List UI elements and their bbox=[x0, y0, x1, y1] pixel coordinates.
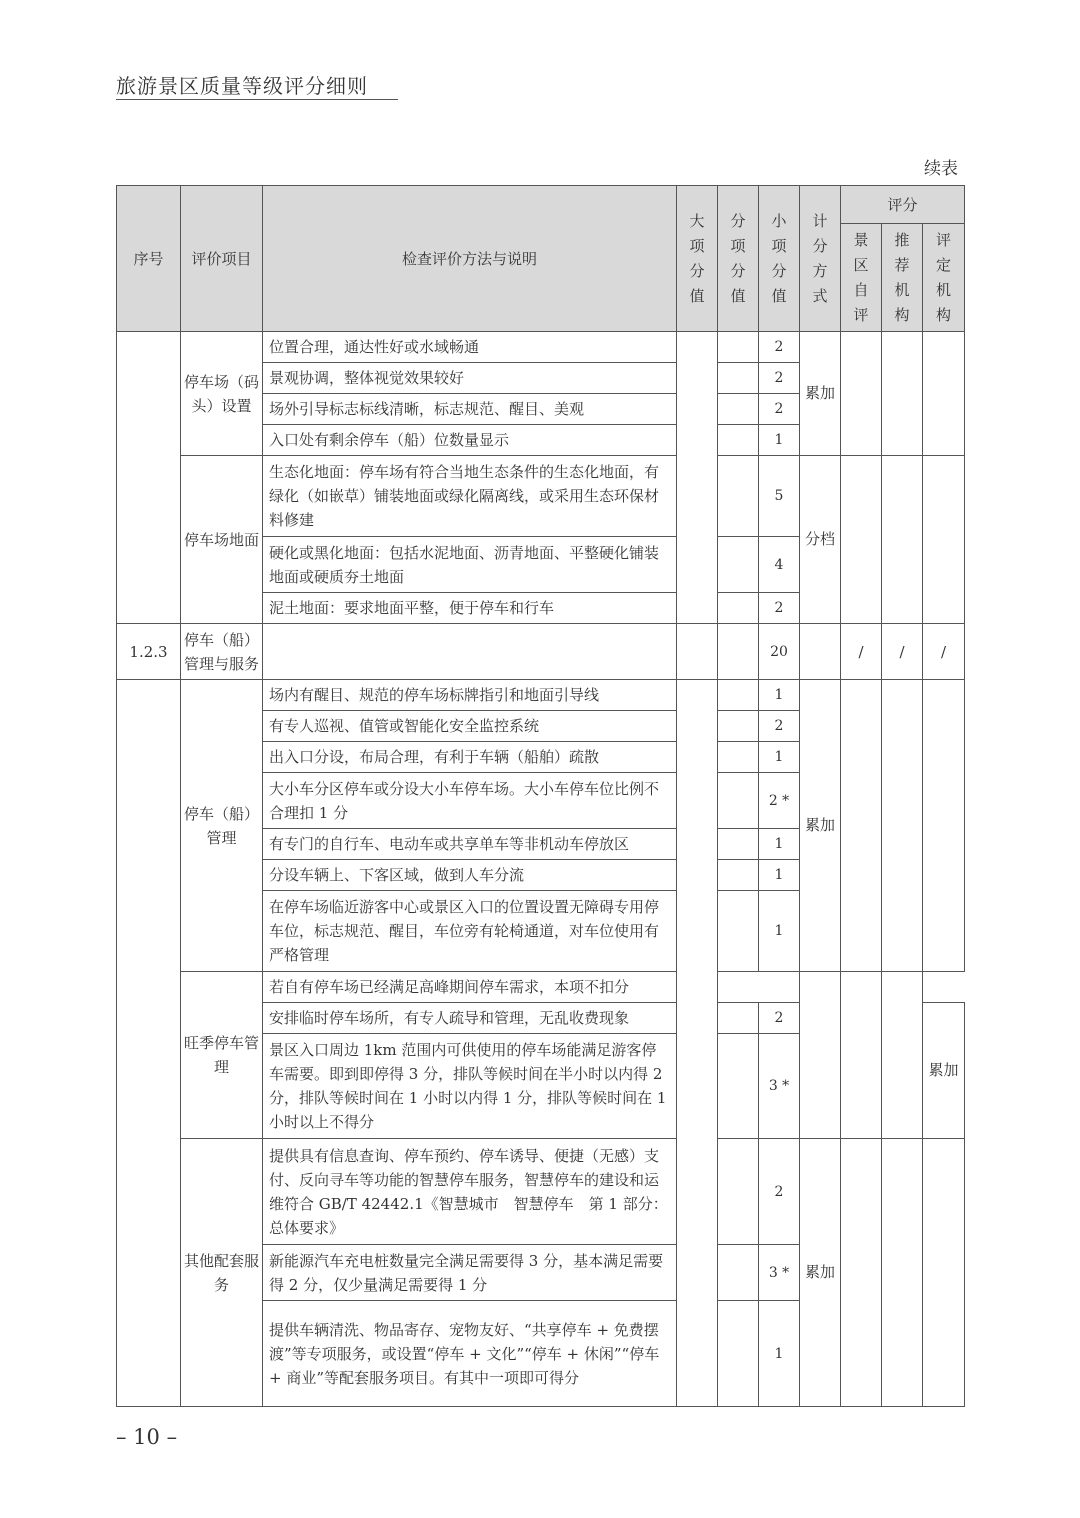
header-seq: 序号 bbox=[117, 186, 181, 332]
seq-cell-blank bbox=[117, 332, 181, 624]
minor-score: 1 bbox=[759, 860, 800, 891]
header-major-score bbox=[677, 186, 718, 332]
method-text: 大小车分区停车或分设大小车停车场。大小车停车位比例不合理扣 1 分 bbox=[263, 773, 677, 829]
method-text: 在停车场临近游客中心或景区入口的位置设置无障碍专用停车位，标志规范、醒目，车位旁有轮椅通道，对车位使用有严格管理 bbox=[263, 891, 677, 972]
method-text: 入口处有剩余停车（船）位数量显示 bbox=[263, 425, 677, 456]
minor-score: 1 bbox=[759, 680, 800, 711]
minor-score: 1 bbox=[759, 742, 800, 773]
section-assess: / bbox=[923, 624, 965, 680]
minor-score: 1 bbox=[759, 1301, 800, 1407]
header-recommend-label: 推 荐 机 构 bbox=[894, 230, 910, 324]
header-recommend bbox=[882, 224, 923, 332]
item-parking-setup: 停车场（码头）设置 bbox=[181, 332, 263, 456]
sub-score-cell bbox=[718, 425, 759, 456]
assess-cell bbox=[923, 1139, 965, 1407]
self-eval-cell bbox=[800, 972, 841, 1139]
table-row bbox=[117, 972, 965, 1003]
section-minor-score: 20 bbox=[759, 624, 800, 680]
self-eval-cell bbox=[841, 680, 882, 972]
minor-score: 2 bbox=[759, 593, 800, 624]
header-minor-score bbox=[759, 186, 800, 332]
recommend-cell bbox=[882, 332, 923, 456]
assess-cell bbox=[923, 456, 965, 624]
sub-score-cell bbox=[718, 829, 759, 860]
sub-score-cell bbox=[718, 1301, 759, 1407]
minor-score: 3 * bbox=[759, 1034, 800, 1139]
section-calc-blank bbox=[800, 624, 841, 680]
section-self-eval: / bbox=[841, 624, 882, 680]
recommend-cell bbox=[841, 972, 882, 1139]
title-underline bbox=[116, 99, 398, 100]
minor-score: 5 bbox=[759, 456, 800, 537]
method-text: 生态化地面：停车场有符合当地生态条件的生态化地面，有绿化（如嵌草）铺装地面或绿化隔离线，或采用生态环保材料修建 bbox=[263, 456, 677, 537]
item-other-services: 其他配套服务 bbox=[181, 1139, 263, 1407]
table-header bbox=[117, 186, 965, 332]
section-method-blank bbox=[263, 624, 677, 680]
calc-method: 累加 bbox=[923, 1003, 965, 1139]
recommend-cell bbox=[882, 1139, 923, 1407]
header-major-score-label: 大 项 分 值 bbox=[689, 211, 705, 305]
document-title: 旅游景区质量等级评分细则 bbox=[116, 74, 368, 98]
sub-score-cell bbox=[718, 773, 759, 829]
section-item: 停车（船）管理与服务 bbox=[181, 624, 263, 680]
minor-score: 1 bbox=[759, 891, 800, 972]
calc-method: 分档 bbox=[800, 456, 841, 624]
method-text: 场内有醒目、规范的停车场标牌指引和地面引导线 bbox=[263, 680, 677, 711]
method-text: 场外引导标志标线清晰，标志规范、醒目、美观 bbox=[263, 394, 677, 425]
method-text: 景区入口周边 1km 范围内可供使用的停车场能满足游客停车需要。即到即停得 3 分，排队等候时间在半小时以内得 2 分，排队等候时间在 1 小时以内得 1 分，排队等候时间在 1 小时以上不得分 bbox=[263, 1034, 677, 1139]
method-text: 硬化或黑化地面：包括水泥地面、沥青地面、平整硬化铺装地面或硬质夯土地面 bbox=[263, 537, 677, 593]
method-text: 位置合理，通达性好或水域畅通 bbox=[263, 332, 677, 363]
sub-score-cell bbox=[718, 363, 759, 394]
minor-score: 4 bbox=[759, 537, 800, 593]
self-eval-cell bbox=[841, 1139, 882, 1407]
sub-score-cell bbox=[718, 711, 759, 742]
method-text: 分设车辆上、下客区域，做到人车分流 bbox=[263, 860, 677, 891]
sub-score-cell bbox=[718, 742, 759, 773]
method-text: 提供具有信息查询、停车预约、停车诱导、便捷（无感）支付、反向寻车等功能的智慧停车服务，智慧停车的建设和运维符合 GB/T 42442.1《智慧城市 智慧停车 第 1 部分：总体要求》 bbox=[263, 1139, 677, 1245]
recommend-cell bbox=[882, 456, 923, 624]
header-assess-label: 评 定 机 构 bbox=[936, 230, 952, 324]
method-text: 有专人巡视、值管或智能化安全监控系统 bbox=[263, 711, 677, 742]
header-self-eval-label: 景 区 自 评 bbox=[853, 230, 869, 324]
sub-score-cell bbox=[718, 860, 759, 891]
method-text: 安排临时停车场所，有专人疏导和管理，无乱收费现象 bbox=[263, 1003, 677, 1034]
method-text: 景观协调，整体视觉效果较好 bbox=[263, 363, 677, 394]
header-self-eval bbox=[841, 224, 882, 332]
header-minor-score-label: 小 项 分 值 bbox=[771, 211, 787, 305]
minor-score: 1 bbox=[759, 829, 800, 860]
table-row bbox=[117, 680, 965, 711]
minor-score: 2 bbox=[759, 711, 800, 742]
major-score-cell bbox=[677, 680, 718, 1407]
minor-score: 2 bbox=[759, 363, 800, 394]
assess-cell bbox=[923, 680, 965, 972]
method-text: 有专门的自行车、电动车或共享单车等非机动车停放区 bbox=[263, 829, 677, 860]
sub-score-cell bbox=[718, 593, 759, 624]
sub-score-cell bbox=[718, 1003, 759, 1034]
sub-score-cell bbox=[718, 1034, 759, 1139]
section-seq: 1.2.3 bbox=[117, 624, 181, 680]
header-calc-method-label: 计 分 方 式 bbox=[812, 211, 828, 305]
header-evaluation: 评分 bbox=[841, 186, 965, 224]
recommend-cell bbox=[882, 680, 923, 972]
sub-score-cell bbox=[718, 537, 759, 593]
method-text: 出入口分设，布局合理，有利于车辆（船舶）疏散 bbox=[263, 742, 677, 773]
item-parking-ground: 停车场地面 bbox=[181, 456, 263, 624]
table-row bbox=[117, 332, 965, 363]
page-number: – 10 – bbox=[116, 1425, 178, 1449]
section-recommend: / bbox=[882, 624, 923, 680]
method-text: 提供车辆清洗、物品寄存、宠物友好、“共享停车 + 免费摆渡”等专项服务，或设置“停车 + 文化”“停车 + 休闲”“停车 + 商业”等配套服务项目。有其中一项即可得分 bbox=[263, 1301, 677, 1407]
item-peak-mgmt: 旺季停车管理 bbox=[181, 972, 263, 1139]
self-eval-cell bbox=[841, 332, 882, 456]
peak-note: 若自有停车场已经满足高峰期间停车需求，本项不扣分 bbox=[263, 972, 800, 1003]
minor-score: 3 * bbox=[759, 1245, 800, 1301]
major-score-cell bbox=[677, 332, 718, 624]
table-row bbox=[117, 456, 965, 537]
method-text: 泥土地面：要求地面平整，便于停车和行车 bbox=[263, 593, 677, 624]
table-row bbox=[117, 1139, 965, 1245]
header-assess bbox=[923, 224, 965, 332]
assess-cell bbox=[882, 972, 923, 1139]
header-calc-method bbox=[800, 186, 841, 332]
minor-score: 2 bbox=[759, 332, 800, 363]
sub-score-cell bbox=[718, 1139, 759, 1245]
sub-score-cell bbox=[718, 891, 759, 972]
minor-score: 2 bbox=[759, 394, 800, 425]
sub-score-cell bbox=[718, 332, 759, 363]
minor-score: 2 bbox=[759, 1003, 800, 1034]
self-eval-cell bbox=[841, 456, 882, 624]
section-row bbox=[117, 624, 965, 680]
sub-score-cell bbox=[718, 456, 759, 537]
header-sub-score-label: 分 项 分 值 bbox=[730, 211, 746, 305]
header-item: 评价项目 bbox=[181, 186, 263, 332]
item-parking-mgmt: 停车（船）管理 bbox=[181, 680, 263, 972]
seq-cell-blank bbox=[117, 680, 181, 1407]
sub-score-cell bbox=[718, 680, 759, 711]
sub-score-cell bbox=[718, 394, 759, 425]
calc-method: 累加 bbox=[800, 332, 841, 456]
section-sub-blank bbox=[718, 624, 759, 680]
header-sub-score bbox=[718, 186, 759, 332]
minor-score: 2 bbox=[759, 1139, 800, 1245]
minor-score: 1 bbox=[759, 425, 800, 456]
scoring-table bbox=[116, 185, 965, 1407]
header-method: 检查评价方法与说明 bbox=[263, 186, 677, 332]
continued-label: 续表 bbox=[924, 159, 958, 179]
section-major-blank bbox=[677, 624, 718, 680]
assess-cell bbox=[923, 332, 965, 456]
calc-method: 累加 bbox=[800, 680, 841, 972]
minor-score: 2 * bbox=[759, 773, 800, 829]
method-text: 新能源汽车充电桩数量完全满足需要得 3 分，基本满足需要得 2 分，仅少量满足需要得 1 分 bbox=[263, 1245, 677, 1301]
calc-method: 累加 bbox=[800, 1139, 841, 1407]
sub-score-cell bbox=[718, 1245, 759, 1301]
